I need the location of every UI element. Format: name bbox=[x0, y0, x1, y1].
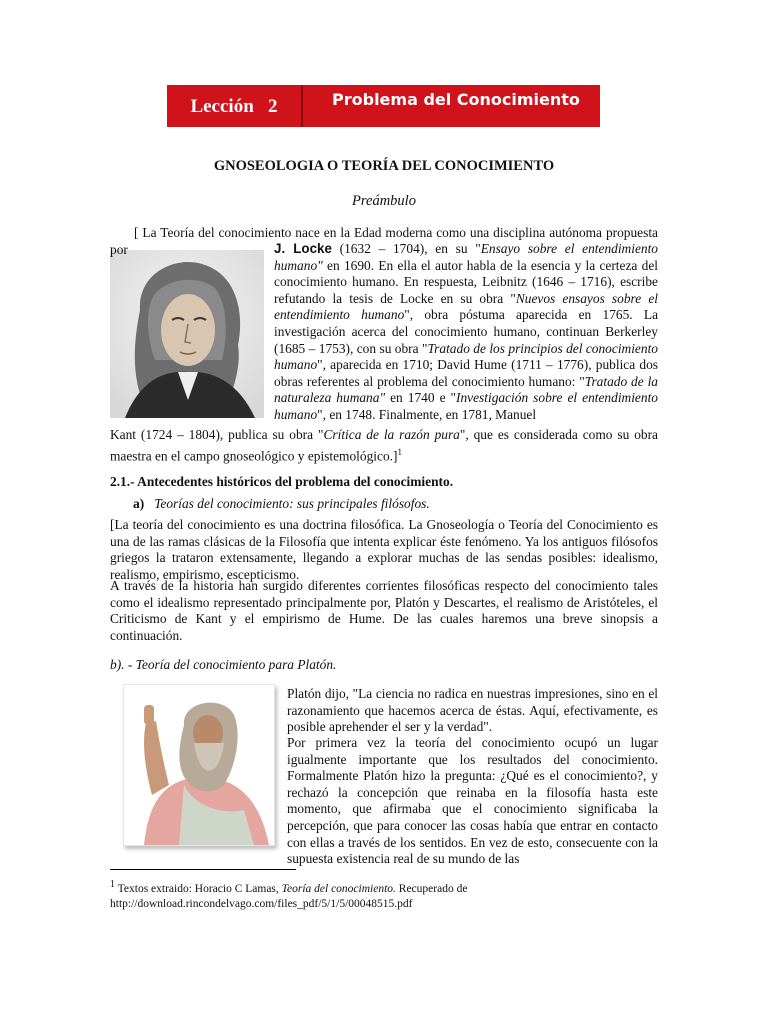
hume-work-2: Investigación sobre el entendimiento humano bbox=[274, 390, 658, 422]
locke-text-1: [ La Teoría del conocimiento nace en la Edad moderna como una disciplina autónoma propuesta por bbox=[110, 225, 658, 257]
leibnitz-work: Nuevos ensayos sobre el entendimiento humano bbox=[274, 290, 658, 323]
footnote-ref[interactable]: 1 bbox=[397, 446, 402, 457]
page-title: GNOSEOLOGIA O TEORÍA DEL CONOCIMIENTO bbox=[213, 158, 555, 174]
footnote-work: Teoría del conocimiento. bbox=[281, 882, 396, 895]
kant-text-1: Kant (1724 – 1804), publica su obra " bbox=[110, 427, 324, 442]
locke-text-2: (1632 – 1704), en su " bbox=[331, 241, 481, 256]
page-subtitle: Preámbulo bbox=[352, 193, 416, 209]
plato-paragraph-2: Por primera vez la teoría del conocimiento ocupó un lugar igualmente importante que los resultados del conocimiento. Formalmente Platón hizo la pregunta: ¿Qué es el conocimiento?, y rechazó la concepción que reinaba en la filosofía hasta este momento, que afirmaba que el conocimiento significaba la percepción, que para conocer las cosas había que entrar en contacto con ellas a través de los sentidos. En vez de esto, consecuente con la supuesta existencia real de su mundo de las bbox=[287, 735, 658, 867]
lesson-number: Lección 2 bbox=[190, 96, 278, 117]
section-heading-2-1: 2.1.- Antecedentes históricos del problema del conocimiento. bbox=[110, 474, 454, 489]
locke-text-4: ", obra póstuma aparecida en 1765. La investigación acerca del conocimiento humano, continuan Berkerley (1685 – 1753), con su obra " bbox=[274, 307, 659, 356]
footnote-text-1: Textos extraido: Horacio C Lamas, bbox=[115, 882, 282, 895]
lesson-topic: Problema del Conocimiento bbox=[332, 90, 580, 109]
plato-paragraph-1: Platón dijo, "La ciencia no radica en nuestras impresiones, sino en el razonamiento que hacemos acerca de éstas. Aquí, efectivamente, es posible aprehender el ser y la verdad". bbox=[287, 686, 658, 735]
kant-work: Crítica de la razón pura bbox=[323, 427, 460, 442]
plato-image bbox=[123, 684, 275, 846]
footnote bbox=[110, 877, 670, 912]
locke-work-ensayo: Ensayo sobre el entendimiento humano" bbox=[274, 241, 659, 273]
locke-paragraph-wrap bbox=[274, 241, 658, 424]
footnote-line-1 bbox=[110, 877, 670, 897]
footnote-number: 1 bbox=[110, 879, 115, 890]
paragraph-a1: [La teoría del conocimiento es una doctrina filosófica. La Gnoseología o Teoría del Conocimiento es una de las ramas clásicas de la Filosofía que intenta explicar éste fenómeno. Ya los antiguos filósofos griegos la trataron extensamente, llegando a explorar muchas de las sendas posibles: idealismo, realismo, empirismo, escepticismo. bbox=[110, 517, 658, 582]
locke-text-3: en 1690. En ella el autor habla de la esencia y la certeza del conocimiento humano. En respuesta, Leibnitz (1646 – 1716), escribe refutando la tesis de Locke en su obra " bbox=[274, 257, 658, 306]
banner-divider bbox=[301, 85, 303, 127]
locke-text-6: en 1740 e " bbox=[385, 390, 456, 406]
locke-text-7: ", en 1748. Finalmente, en 1781, Manuel bbox=[317, 406, 537, 422]
locke-portrait bbox=[110, 250, 264, 418]
locke-paragraph-tail bbox=[110, 427, 658, 465]
footnote-separator bbox=[110, 869, 296, 870]
subsection-a-title: Teorías del conocimiento: sus principales filósofos. bbox=[154, 496, 430, 511]
subsection-a-heading bbox=[133, 496, 430, 512]
footnote-url[interactable]: http://download.rincondelvago.com/files_pdf/5/1/5/00048515.pdf bbox=[110, 897, 413, 910]
subsection-a-marker: a) bbox=[133, 496, 145, 511]
locke-name: J. Locke bbox=[274, 241, 332, 256]
locke-text-5: ", aparecida en 1710; David Hume (1711 – 1776), publica dos obras referentes al problema del conocimiento humano: " bbox=[274, 357, 658, 389]
kant-text-2: ", que es considerada como su obra maestra en el campo gnoseológico y epistemológico.] bbox=[110, 427, 658, 464]
berkeley-work: Tratado de los principios del conocimiento humano bbox=[274, 340, 658, 373]
subsection-b-heading: b). - Teoría del conocimiento para Platón. bbox=[110, 657, 337, 672]
lesson-banner bbox=[167, 85, 600, 127]
footnote-text-2: Recuperado de bbox=[395, 882, 468, 895]
hume-work-1: Tratado de la naturaleza humana" bbox=[274, 373, 658, 406]
paragraph-a2: A través de la historia han surgido diferentes corrientes filosóficas respecto del conocimiento tales como el idealismo representado principalmente por, Platón y Descartes, el realismo de Aristóteles, el Criticismo de Kant y el empirismo de Hume. De las cuales haremos una breve sinopsis a continuación. bbox=[110, 578, 658, 643]
